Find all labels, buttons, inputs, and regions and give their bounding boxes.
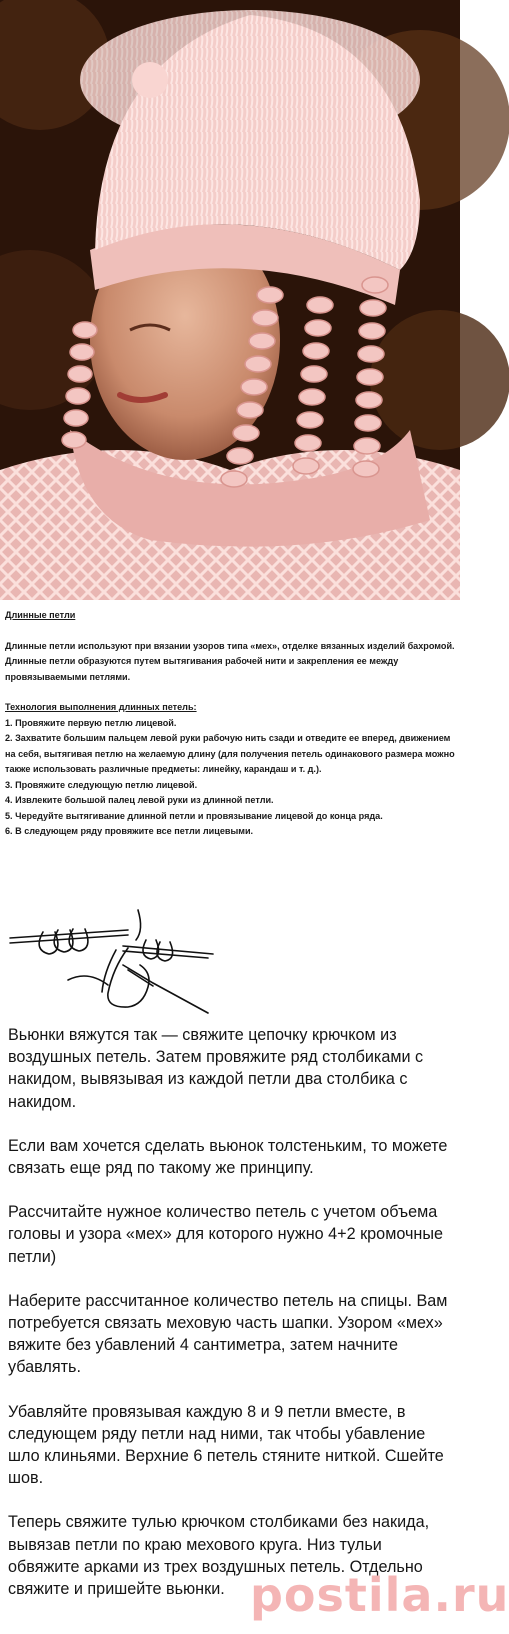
- intro-paragraph: Длинные петли используют при вязании узоров типа «мех», отделке вязанных изделий бахромой.: [5, 640, 455, 651]
- instruction-paragraph: Вьюнки вяжутся так — свяжите цепочку крючком из воздушных петель. Затем провяжите ряд столбиками с накидом, вывязывая из каждой петли два столбика с накидом.: [8, 1026, 424, 1111]
- steps-heading: Технология выполнения длинных петель:: [5, 702, 197, 712]
- step-item: 4. Извлеките большой палец левой руки из длинной петли.: [5, 795, 274, 805]
- long-loops-section: [5, 608, 455, 840]
- instruction-paragraph: Если вам хочется сделать вьюнок толстеньким, то можете связать еще ряд по такому же принципу.: [8, 1136, 448, 1178]
- instruction-paragraph: Наберите рассчитанное количество петель на спицы. Вам потребуется связать меховую часть шапки. Узором «мех» вяжите без убавлений 4 сантиметра, затем начните убавлять.: [8, 1291, 448, 1377]
- step-item: 3. Провяжите следующую петлю лицевой.: [5, 779, 198, 790]
- watermark: postila.ru: [250, 1568, 509, 1622]
- step-item: 6. В следующем ряду провяжите все петли лицевыми.: [5, 826, 254, 836]
- hat-photo: [0, 0, 460, 600]
- intro-paragraph: Длинные петли образуются путем вытягивания рабочей нити и закрепления ее между провязываемыми петлями.: [5, 656, 399, 682]
- instruction-paragraph: Теперь свяжите тулью крючком столбиками без накида, вывязав петли по краю мехового круга. Низ тульи обвяжите арками из трех воздушных петель. Отдельно свяжите и пришейте вьюнки.: [8, 1513, 430, 1599]
- step-item: 2. Захватите большим пальцем левой руки рабочую нить сзади и отведите ее вперед, движением на себя, вытягивая петлю на желаемую длину (для получения петель одинакового размера можно также использовать различные предметы: линейку, карандаш и т. д.).: [5, 733, 455, 774]
- step-item: 1. Провяжите первую петлю лицевой.: [5, 717, 177, 728]
- instructions-section: [8, 1024, 452, 1622]
- instruction-paragraph: Убавляйте провязывая каждую 8 и 9 петли вместе, в следующем ряду петли над ними, так чтобы убавление шло клиньями. Верхние 6 петель стяните ниткой. Сшейте шов.: [8, 1402, 444, 1488]
- step-item: 5. Чередуйте вытягивание длинной петли и провязывание лицевой до конца ряда.: [5, 810, 383, 821]
- knitted-hat-illustration: [0, 0, 460, 600]
- instruction-paragraph: Рассчитайте нужное количество петель с учетом объема головы и узора «мех» для которого нужно 4+2 кромочные петли): [8, 1203, 443, 1266]
- section-heading: Длинные петли: [5, 610, 76, 620]
- needle-loop-diagram: [8, 910, 218, 1015]
